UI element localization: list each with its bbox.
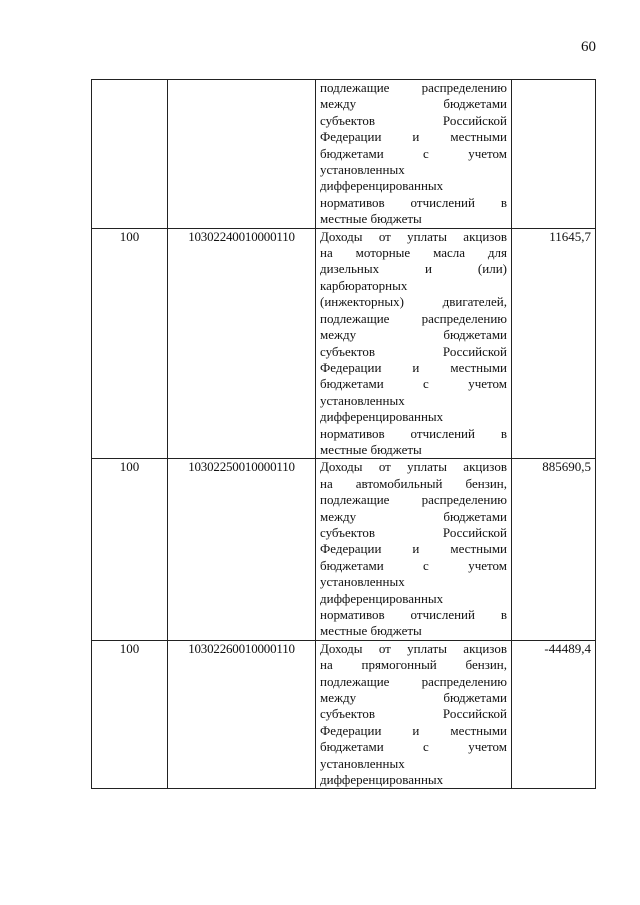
- revenue-name-line: дизельных и (или): [320, 261, 507, 277]
- revenue-name-line: субъектов Российской: [320, 112, 507, 128]
- revenue-name-line: (инжекторных) двигателей,: [320, 294, 507, 310]
- table-row: [92, 228, 596, 459]
- kbk-code-cell: 10302240010000110: [168, 228, 316, 459]
- revenue-name-cell: [316, 640, 512, 789]
- revenue-name-line: подлежащие распределению: [320, 310, 507, 326]
- revenue-name-line: Федерации и местными: [320, 359, 507, 375]
- revenue-name-line: установленных: [320, 574, 405, 590]
- kbk-code-cell: 10302260010000110: [168, 640, 316, 789]
- kbk-code-cell: [168, 80, 316, 229]
- amount-cell: [512, 80, 596, 229]
- revenue-name-line: бюджетами с учетом: [320, 376, 507, 392]
- revenue-name-line: карбюраторных: [320, 277, 408, 293]
- revenue-name-line: установленных: [320, 162, 405, 178]
- amount-cell: 885690,5: [512, 459, 596, 640]
- kbk-code-cell: 10302250010000110: [168, 459, 316, 640]
- revenue-name-line: подлежащие распределению: [320, 80, 507, 95]
- admin-code-cell: [92, 80, 168, 229]
- revenue-name-line: между бюджетами: [320, 690, 507, 706]
- revenue-name-line: Федерации и местными: [320, 541, 507, 557]
- revenue-name-line: подлежащие распределению: [320, 492, 507, 508]
- revenue-name-line: местные бюджеты: [320, 211, 422, 227]
- admin-code-cell: 100: [92, 459, 168, 640]
- revenue-name-line: между бюджетами: [320, 327, 507, 343]
- revenue-name-line: нормативов отчислений в: [320, 194, 507, 210]
- amount-cell: -44489,4: [512, 640, 596, 789]
- revenue-name-line: установленных: [320, 392, 405, 408]
- table-row: [92, 459, 596, 640]
- revenue-name-line: установленных: [320, 755, 405, 771]
- revenue-name-line: дифференцированных: [320, 772, 444, 788]
- revenue-name-line: бюджетами с учетом: [320, 739, 507, 755]
- revenue-name-cell: [316, 228, 512, 459]
- revenue-name-line: на моторные масла для: [320, 245, 507, 261]
- revenue-name-line: Доходы от уплаты акцизов: [320, 640, 507, 656]
- revenue-table: [91, 79, 596, 789]
- revenue-name-line: нормативов отчислений в: [320, 607, 507, 622]
- revenue-name-line: местные бюджеты: [320, 623, 422, 639]
- page-number: 60: [581, 39, 596, 55]
- revenue-name-line: между бюджетами: [320, 96, 507, 112]
- amount-cell: 11645,7: [512, 228, 596, 459]
- revenue-name-cell: [316, 459, 512, 640]
- revenue-name-line: нормативов отчислений в: [320, 425, 507, 441]
- revenue-name-line: на прямогонный бензин,: [320, 657, 507, 673]
- revenue-name-line: Федерации и местными: [320, 722, 507, 738]
- revenue-name-line: дифференцированных: [320, 409, 444, 425]
- admin-code-cell: 100: [92, 228, 168, 459]
- revenue-name-line: субъектов Российской: [320, 706, 507, 722]
- revenue-name-line: Доходы от уплаты акцизов: [320, 228, 507, 244]
- revenue-name-line: между бюджетами: [320, 508, 507, 524]
- admin-code-cell: 100: [92, 640, 168, 789]
- revenue-name-line: на автомобильный бензин,: [320, 475, 507, 491]
- revenue-name-cell: [316, 80, 512, 229]
- revenue-table-body: [92, 80, 596, 789]
- revenue-name-line: субъектов Российской: [320, 524, 507, 540]
- revenue-name-line: подлежащие распределению: [320, 673, 507, 689]
- revenue-name-line: Доходы от уплаты акцизов: [320, 459, 507, 475]
- revenue-name-line: субъектов Российской: [320, 343, 507, 359]
- table-row: [92, 80, 596, 229]
- revenue-name-line: бюджетами с учетом: [320, 145, 507, 161]
- revenue-name-line: дифференцированных: [320, 178, 444, 194]
- revenue-name-line: местные бюджеты: [320, 441, 422, 457]
- revenue-name-line: Федерации и местными: [320, 129, 507, 145]
- revenue-name-line: бюджетами с учетом: [320, 557, 507, 573]
- revenue-name-line: дифференцированных: [320, 590, 444, 606]
- table-row: [92, 640, 596, 789]
